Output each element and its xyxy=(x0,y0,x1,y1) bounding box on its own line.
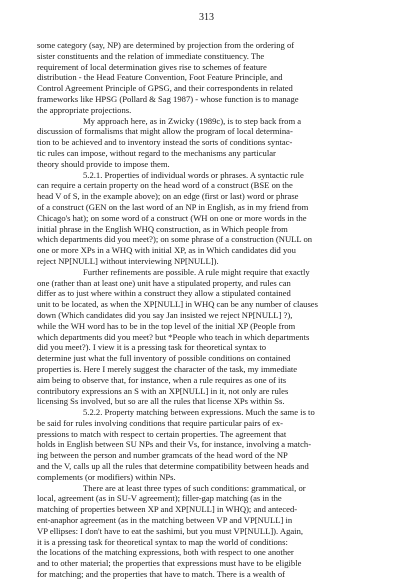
text-line: contributory expressions an S with an XP[NULL] in it, not only are rules xyxy=(37,385,289,396)
text-line: be said for rules involving conditions that require particular pairs of ex- xyxy=(37,417,284,428)
text-line: discussion of formalisms that might allow the program of local determina- xyxy=(37,126,293,137)
text-line: aim being to observe that, for instance, when a rule requires as one of its xyxy=(37,374,287,385)
text-line: theory should provide to impose them. xyxy=(37,158,170,169)
text-line: pressions to match with respect to certain properties. The agreement that xyxy=(37,428,287,439)
text-line: Control Agreement Principle of GPSG, and their correspondents in related xyxy=(37,83,293,94)
text-line: requirement of local determination gives rise to schemes of feature xyxy=(37,61,267,72)
text-line: 5.2.1. Properties of individual words or phrases. A syntactic rule xyxy=(83,169,304,180)
text-line: ing between the person and number gramcats of the head word of the NP xyxy=(37,450,288,461)
text-line: initial phrase in the English WHQ construction, as in Which people from xyxy=(37,223,288,234)
page-number: 313 xyxy=(199,12,214,23)
text-line: frameworks like HPSG (Pollard & Sag 1987) - whose function is to manage xyxy=(37,93,299,104)
text-line: it is a pressing task for theoretical syntax to map the world of conditions: xyxy=(37,536,288,547)
text-line: differ as to just where within a construct they allow a stipulated contained xyxy=(37,288,291,299)
text-line: and the V, calls up all the rules that determine compatibility between heads and xyxy=(37,461,309,472)
text-line: licensing Ss involved, but so are all the rules that license XPs within Ss. xyxy=(37,396,285,407)
text-line: unit to be located, as when the XP[NULL] in WHQ can be any number of clauses xyxy=(37,299,318,310)
text-line: down (Which candidates did you say Jan insisted we reject NP[NULL] ?), xyxy=(37,309,293,320)
text-line: properties is. Here I merely suggest the character of the task, my immediate xyxy=(37,363,298,374)
text-line: There are at least three types of such conditions: grammatical, or xyxy=(83,482,306,493)
text-line: one (rather than at least one) unit have a stipulated property, and rules can xyxy=(37,277,291,288)
text-line: tic rules can impose, without regard to the mechanisms any particular xyxy=(37,147,276,158)
text-line: did you meet?). I view it is a pressing task for theoretical syntax to xyxy=(37,342,267,353)
text-line: matching of properties between XP and XP[NULL] in WHQ); and anteced- xyxy=(37,504,298,515)
text-line: for matching; and the properties that have to match. There is a wealth of xyxy=(37,569,286,580)
text-line: head V of S, in the example above); on an edge (first or last) word or phrase xyxy=(37,191,299,202)
text-line: and to other material; the properties that expressions must have to be eligible xyxy=(37,558,302,569)
text-line: sister constituents and the relation of immediate constituency. The xyxy=(37,50,265,61)
text-line: determine just what the full inventory of possible conditions on contained xyxy=(37,353,291,364)
text-line: which departments did you meet? but *People who teach in which departments xyxy=(37,331,310,342)
text-line: the locations of the matching expressions, both with respect to one another xyxy=(37,547,294,558)
text-line: which departments did you meet?); on some phrase of a construction (NULL on xyxy=(37,234,313,245)
text-line: reject NP[NULL] without interviewing NP[NULL]). xyxy=(37,255,219,266)
text-line: holds in English between SU NPs and their Vs, for instance, involving a match- xyxy=(37,439,312,450)
text-line: while the WH word has to be in the top level of the initial XP (People from xyxy=(37,320,296,331)
text-line: of a construct (GEN on the last word of an NP in English, as in my friend from xyxy=(37,201,309,212)
text-line: tion to be achieved and to inventory instead the sorts of conditions syntac- xyxy=(37,137,293,148)
text-line: one or more XPs in a WHQ with initial XP, as in Which candidates did you xyxy=(37,245,296,256)
text-line: Chicago's hat); on some word of a construct (WH on one or more words in the xyxy=(37,212,307,223)
body-text xyxy=(37,40,393,580)
text-line: complements (or modifiers) within NPs. xyxy=(37,471,176,482)
text-line: some category (say, NP) are determined by projection from the ordering of xyxy=(37,40,295,50)
text-line: 5.2.2. Property matching between expressions. Much the same is to xyxy=(83,407,315,418)
text-line: VP ellipses: I don't have to eat the sashimi, but you must VP[NULL]). Again, xyxy=(37,525,304,536)
text-line: ent-anaphor agreement (as in the matching between VP and VP[NULL] in xyxy=(37,515,293,526)
text-line: the appropriate projections. xyxy=(37,104,132,115)
text-line: can require a certain property on the head word of a construct (BSE on the xyxy=(37,180,293,191)
text-line: My approach here, as in Zwicky (1989c), is to step back from a xyxy=(83,115,302,126)
text-line: local, agreement (as in SU-V agreement); filler-gap matching (as in the xyxy=(37,493,282,504)
text-line: distribution - the Head Feature Convention, Foot Feature Principle, and xyxy=(37,72,283,83)
text-line: Further refinements are possible. A rule might require that exactly xyxy=(83,266,310,277)
